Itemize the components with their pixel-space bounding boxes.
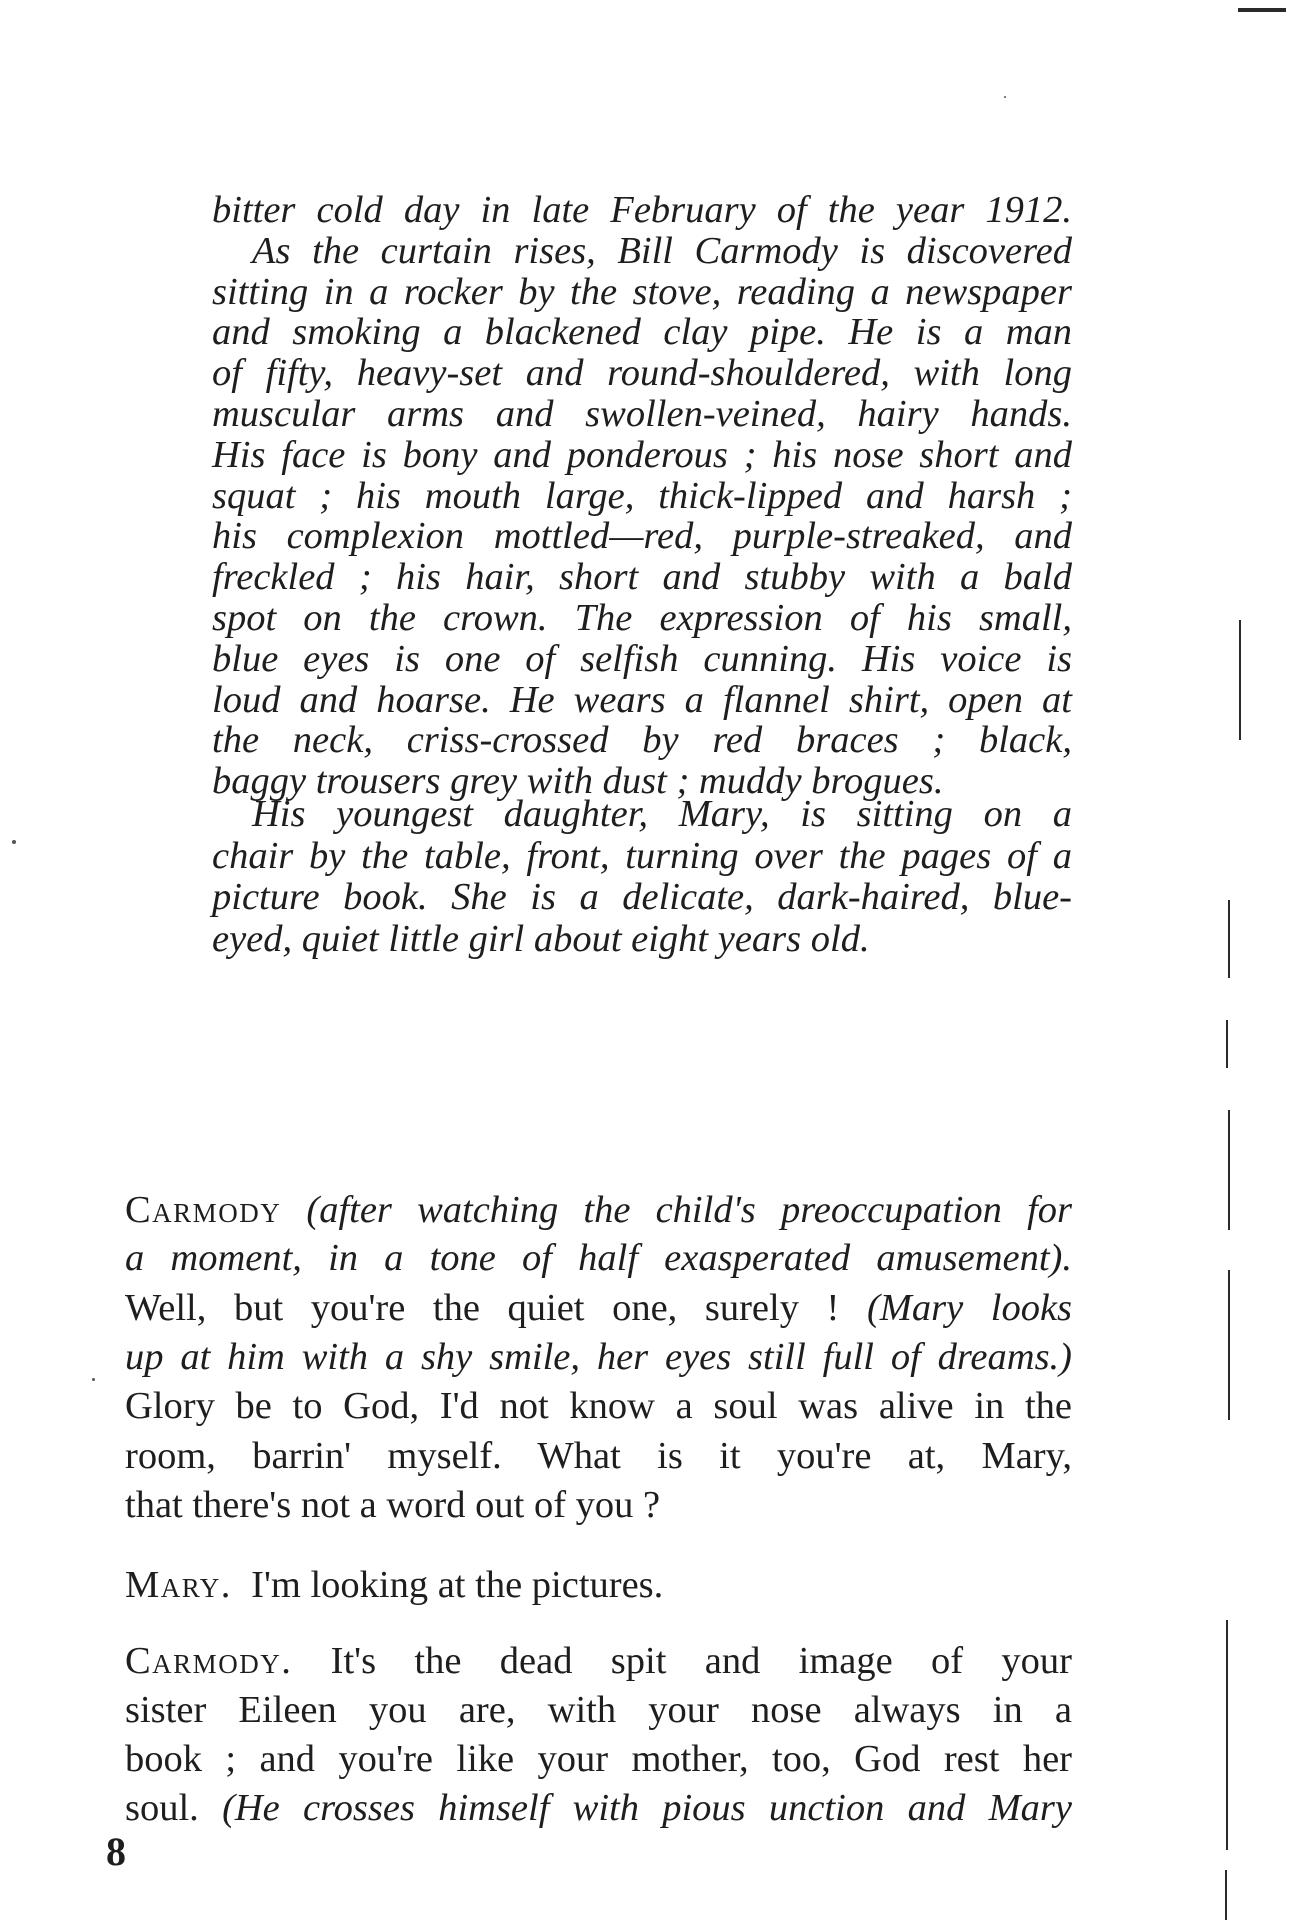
speech-line: a moment, in a tone of half exasperated amusement). <box>125 1237 1072 1279</box>
scan-margin-line <box>1225 1870 1227 1920</box>
speech-line: room, barrin' myself. What is it you're at, Mary, <box>125 1435 1072 1477</box>
speech-line <box>125 1284 1072 1332</box>
stage-direction-line: eyed, quiet little girl about eight years old. <box>212 917 870 960</box>
stage-direction-line: His youngest daughter, Mary, is sitting on a <box>252 793 1072 835</box>
speech-line-text: I'm looking at the pictures. <box>251 1564 664 1606</box>
scan-speck <box>1004 96 1006 98</box>
stage-direction-line: and smoking a blackened clay pipe. He is a man <box>212 311 1072 354</box>
stage-direction-line: As the curtain rises, Bill Carmody is discovered <box>252 229 1072 272</box>
scan-margin-line <box>1226 1020 1228 1068</box>
scan-margin-line <box>1228 1110 1230 1230</box>
scan-mark <box>1238 8 1286 12</box>
stage-direction-line: the neck, criss-crossed by red braces ; black, <box>212 719 1072 762</box>
speaker-name: Carmody <box>125 1189 282 1231</box>
stage-direction-line: chair by the table, front, turning over the pages of a <box>212 834 1072 877</box>
stage-direction-line: sitting in a rocker by the stove, reading a newspaper <box>212 270 1072 313</box>
stage-direction-line: his complexion mottled—red, purple-streaked, and <box>212 515 1072 558</box>
speech-line: up at him with a shy smile, her eyes still full of dreams.) <box>125 1336 1072 1378</box>
page-number: 8 <box>106 1829 126 1874</box>
speech-line <box>125 1637 1072 1685</box>
stage-direction-line: baggy trousers grey with dust ; muddy brogues. <box>212 760 944 803</box>
scan-speck <box>92 1378 95 1381</box>
speaker-name: Carmody. <box>125 1640 293 1682</box>
stage-direction-line: His face is bony and ponderous ; his nose short and <box>212 433 1072 476</box>
speech-line: that there's not a word out of you ? <box>125 1484 661 1526</box>
stage-direction-line: freckled ; his hair, short and stubby with a bald <box>212 556 1072 599</box>
speech-line-text: Well, but you're the quiet one, surely ! <box>125 1287 840 1329</box>
stage-direction-line: bitter cold day in late February of the year 1912. <box>212 189 1072 231</box>
stage-direction-line: squat ; his mouth large, thick-lipped and harsh ; <box>212 474 1072 517</box>
speech-line: sister Eileen you are, with your nose always in a <box>125 1689 1072 1731</box>
stage-direction-line: of fifty, heavy-set and round-shouldered, with long <box>212 352 1072 395</box>
speech-line: Glory be to God, I'd not know a soul was alive in the <box>125 1385 1072 1427</box>
stage-aside: (Mary looks <box>866 1287 1073 1329</box>
speech-line <box>125 1561 1072 1609</box>
scan-margin-line <box>1239 620 1241 740</box>
speech-line <box>125 1784 1072 1832</box>
stage-direction-line: blue eyes is one of selfish cunning. His voice is <box>212 637 1072 680</box>
stage-aside: (He crosses himself with pious unction and Mary <box>222 1787 1073 1829</box>
speech-line-text: It's the dead spit and image of your <box>330 1640 1072 1682</box>
stage-direction-line: picture book. She is a delicate, dark-haired, blue- <box>212 876 1072 918</box>
speech-line: book ; and you're like your mother, too, God rest her <box>125 1738 1072 1780</box>
stage-direction-line: loud and hoarse. He wears a flannel shirt, open at <box>212 678 1072 721</box>
speech-line-text: (after watching the child's preoccupation for <box>306 1189 1073 1231</box>
scan-margin-line <box>1228 900 1230 978</box>
stage-direction-line: muscular arms and swollen-veined, hairy hands. <box>212 393 1072 435</box>
speech-line-text: soul. <box>125 1787 199 1829</box>
scan-margin-line <box>1228 1270 1230 1420</box>
speech-line <box>125 1186 1072 1234</box>
scan-margin-line <box>1226 1620 1228 1850</box>
stage-direction-line: spot on the crown. The expression of his small, <box>212 597 1072 639</box>
scan-speck <box>12 840 16 844</box>
speaker-name: Mary. <box>125 1564 232 1606</box>
